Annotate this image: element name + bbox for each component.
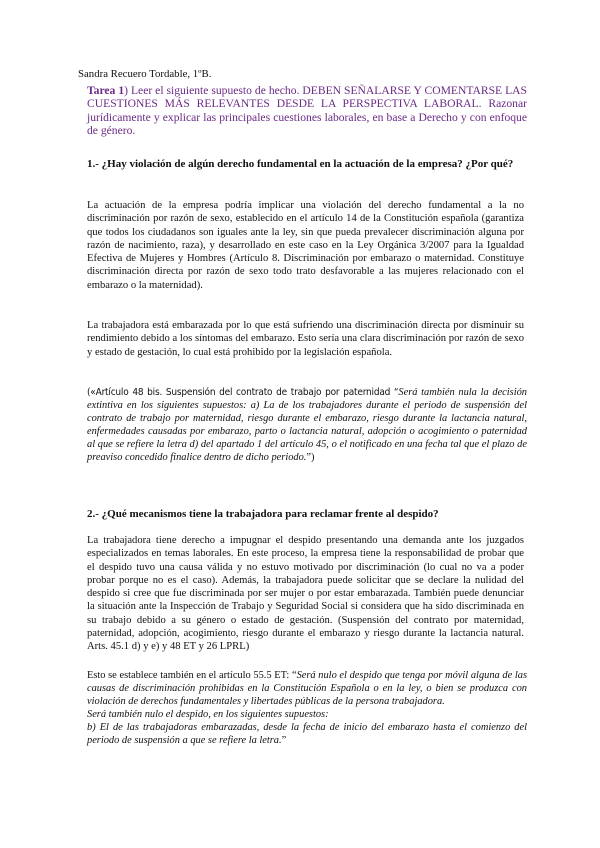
- quote-lead: («Artículo 48 bis. Suspensión del contrato de trabajo por paternidad “: [87, 387, 399, 398]
- author-line: Sandra Recuero Tordable, 1ºB.: [78, 68, 212, 80]
- q2-paragraph-2: [87, 669, 527, 747]
- task-text: ) Leer el siguiente supuesto de hecho. DEBEN SEÑALARSE Y COMENTARSE LAS CUESTIONES MÁS RELEVANTES DESDE LA PERSPECTIVA LABORAL. Razonar jurídicamente y explicar las principales cuestiones laborales, en base a Derecho y con enfoque de género.: [87, 84, 527, 138]
- q2-paragraph-1: La trabajadora tiene derecho a impugnar el despido presentando una demanda ante los juzgados especializados en temas laborales. En este proceso, la empresa tiene la responsabilidad de probar que el despido tuvo una causa válida y no estuvo motivado por discriminación (lo cual no va a poder probar porque no es el caso). Además, la trabajadora puede solicitar que se declare la nulidad del despido si cree que fue discriminada por ser mujer o por estar embarazada. También puede denunciar la situación ante la Inspección de Trabajo y Seguridad Social si considera que ha sido discriminada en su trabajo debido a su género o estado de gestación. (Suspensión del contrato por maternidad, paternidad, adopción, acogimiento, riesgo durante el embarazo y riesgo durante la lactancia natural. Arts. 45.1 d) y e) y 48 ET y 26 LPRL): [87, 535, 524, 653]
- q1-paragraph-1: La actuación de la empresa podría implicar una violación del derecho fundamental a la no discriminación por razón de sexo, establecido en el artículo 14 de la Constitución española (garantiza que todos los ciudadanos son iguales ante la ley, sin que pueda prevalecer discriminación alguna por razón de nacimiento, raza), y desarrollado en este caso en la Ley Orgánica 3/2007 para la Igualdad Efectiva de Mujeres y Hombres (Artículo 8. Discriminación por embarazo o maternidad. Constituye discriminación directa por razón de sexo todo trato desfavorable a las mujeres relacionado con el embarazo o la maternidad).: [87, 200, 524, 291]
- q2-p2-end: ”: [281, 735, 287, 746]
- q2-p2-quote2: Será también nulo el despido, en los siguientes supuestos:: [87, 709, 329, 720]
- question-2-title: 2.- ¿Qué mecanismos tiene la trabajadora para reclamar frente al despido?: [87, 508, 439, 520]
- q2-p2-lead: Esto se establece también en el artículo 55.5 ET: “: [87, 670, 297, 681]
- q2-p2-quote3: b) El de las trabajadoras embarazadas, desde la fecha de inicio del embarazo hasta el comienzo del periodo de suspensión a que se refiere la letra.: [87, 722, 527, 746]
- quote-text: Será también nula la decisión extintiva en los siguientes supuestos: a) La de los trabajadores durante el periodo de suspensión del contrato de trabajo por maternidad, riesgo durante el embarazo, riesgo durante la lactancia natural, enfermedades causadas por embarazo, parto o lactancia natural, adopción o acogimiento o paternidad al que se refiere la letra d) del apartado 1 del artículo 45, o el notificado en una fecha tal que el plazo de preaviso concedido finalice dentro de dicho periodo.: [87, 387, 527, 463]
- q1-paragraph-2: La trabajadora está embarazada por lo que está sufriendo una discriminación directa por disminuir su rendimiento debido a los síntomas del embarazo. Esto sería una clara discriminación por razón de sexo y estado de gestación, lo cual está prohibido por la legislación española.: [87, 320, 524, 358]
- q2-p2-quote: Será nulo el despido que tenga por móvil alguna de las causas de discriminación prohibidas en la Constitución Española o en la ley, o bien se produzca con violación de derechos fundamentales y libertades públicas de la persona trabajadora.: [87, 670, 527, 707]
- quote-end: ”): [306, 452, 315, 463]
- task-statement: [87, 84, 527, 138]
- q1-legal-quote: [87, 386, 527, 464]
- question-1-title: 1.- ¿Hay violación de algún derecho fundamental en la actuación de la empresa? ¿Por qué?: [87, 158, 514, 170]
- task-label: Tarea 1: [87, 84, 125, 97]
